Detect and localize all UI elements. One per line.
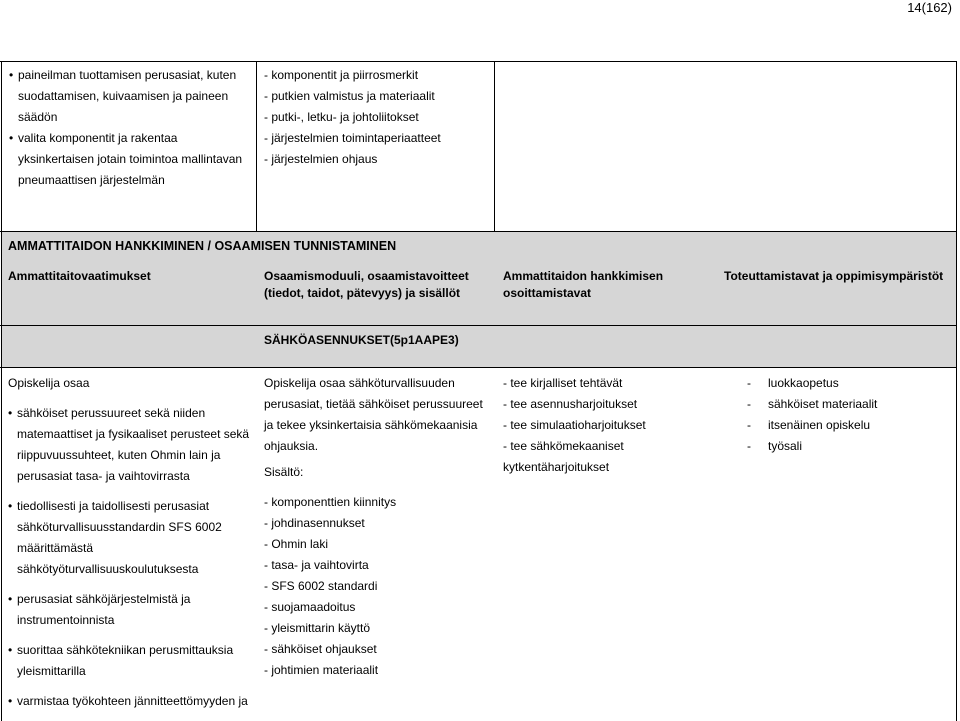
list-item: - tee simulaatioharjoitukset bbox=[503, 418, 646, 432]
section-title: AMMATTITAIDON HANKKIMINEN / OSAAMISEN TUNNISTAMINEN bbox=[8, 239, 397, 253]
intro-text: Opiskelija osaa bbox=[8, 376, 90, 390]
header-col1: Ammattitaitovaatimukset bbox=[8, 269, 151, 283]
list-item: - johtimien materiaalit bbox=[264, 663, 379, 677]
table-border bbox=[0, 325, 957, 326]
list-item: - komponentit ja piirrosmerkit bbox=[264, 68, 419, 82]
table-border bbox=[956, 61, 957, 721]
list-item: - työsali bbox=[747, 439, 803, 453]
header-col2: Osaamismoduuli, osaamistavoitteet (tiedot, taidot, pätevyys) ja sisällöt bbox=[264, 269, 469, 300]
list-item: • paineilman tuottamisen perusasiat, kuten suodattamisen, kuivaamisen ja paineen säädön bbox=[9, 65, 249, 128]
body-col2 bbox=[264, 373, 494, 681]
table-border bbox=[0, 367, 957, 368]
list-item: - yleismittarin käyttö bbox=[264, 621, 371, 635]
list-item: - tasa- ja vaihtovirta bbox=[264, 558, 369, 572]
list-item: - SFS 6002 standardi bbox=[264, 579, 378, 593]
list-item: • valita komponentit ja rakentaa yksinkertaisen jotain toimintoa mallintavan pneumaattisen järjestelmän bbox=[9, 128, 249, 191]
list-item: - suojamaadoitus bbox=[264, 600, 356, 614]
list-item: • tiedollisesti ja taidollisesti perusasiat sähköturvallisuusstandardin SFS 6002 määrittämästä sähkötyöturvallisuuskoulutuksesta bbox=[8, 496, 254, 580]
table-border bbox=[1, 61, 2, 721]
list-item: - putki-, letku- ja johtoliitokset bbox=[264, 110, 419, 124]
table-border bbox=[0, 61, 957, 62]
top-middle-cell bbox=[264, 65, 489, 170]
list-item: - johdinasennukset bbox=[264, 516, 365, 530]
list-item: • perusasiat sähköjärjestelmistä ja instrumentoinnista bbox=[8, 589, 254, 631]
list-item: • suorittaa sähkötekniikan perusmittauksia yleismittarilla bbox=[8, 640, 254, 682]
module-title: SÄHKÖASENNUKSET(5p1AAPE3) bbox=[264, 333, 459, 347]
content-label: Sisältö: bbox=[264, 465, 304, 479]
list-item: • varmistaa työkohteen jännitteettömyyden ja bbox=[8, 691, 254, 712]
list-item: - luokkaopetus bbox=[747, 376, 839, 390]
list-item: - putkien valmistus ja materiaalit bbox=[264, 89, 435, 103]
intro-text: Opiskelija osaa sähköturvallisuuden perusasiat, tietää sähköiset perussuureet ja tekee yksinkertaisia sähkömekaanisia ohjauksia. bbox=[264, 376, 483, 453]
list-item: - itsenäinen opiskelu bbox=[747, 418, 871, 432]
table-border bbox=[256, 61, 257, 231]
body-col1 bbox=[8, 373, 254, 712]
table-border bbox=[494, 61, 495, 231]
list-item: - järjestelmien ohjaus bbox=[264, 152, 378, 166]
header-col3: Ammattitaidon hankkimisen osoittamistavat bbox=[503, 269, 664, 300]
list-item: - sähköiset materiaalit bbox=[747, 397, 878, 411]
list-item: • sähköiset perussuureet sekä niiden matemaattiset ja fysikaaliset perusteet sekä riippuvuussuhteet, kuten Ohmin lain ja perusasiat tasa- ja vaihtovirrasta bbox=[8, 403, 254, 487]
list-item: - tee kirjalliset tehtävät bbox=[503, 376, 623, 390]
table-border bbox=[0, 231, 957, 232]
body-col3 bbox=[503, 373, 683, 478]
list-item: - järjestelmien toimintaperiaatteet bbox=[264, 131, 441, 145]
list-item: - Ohmin laki bbox=[264, 537, 329, 551]
list-item: - sähköiset ohjaukset bbox=[264, 642, 377, 656]
body-col4 bbox=[747, 373, 947, 457]
list-item: - tee sähkömekaaniset kytkentäharjoitukset bbox=[503, 439, 624, 474]
page-number: 14(162) bbox=[907, 0, 952, 15]
header-col4: Toteuttamistavat ja oppimisympäristöt bbox=[724, 269, 944, 283]
list-item: - tee asennusharjoitukset bbox=[503, 397, 638, 411]
top-left-cell bbox=[9, 65, 249, 191]
list-item: - komponenttien kiinnitys bbox=[264, 495, 397, 509]
